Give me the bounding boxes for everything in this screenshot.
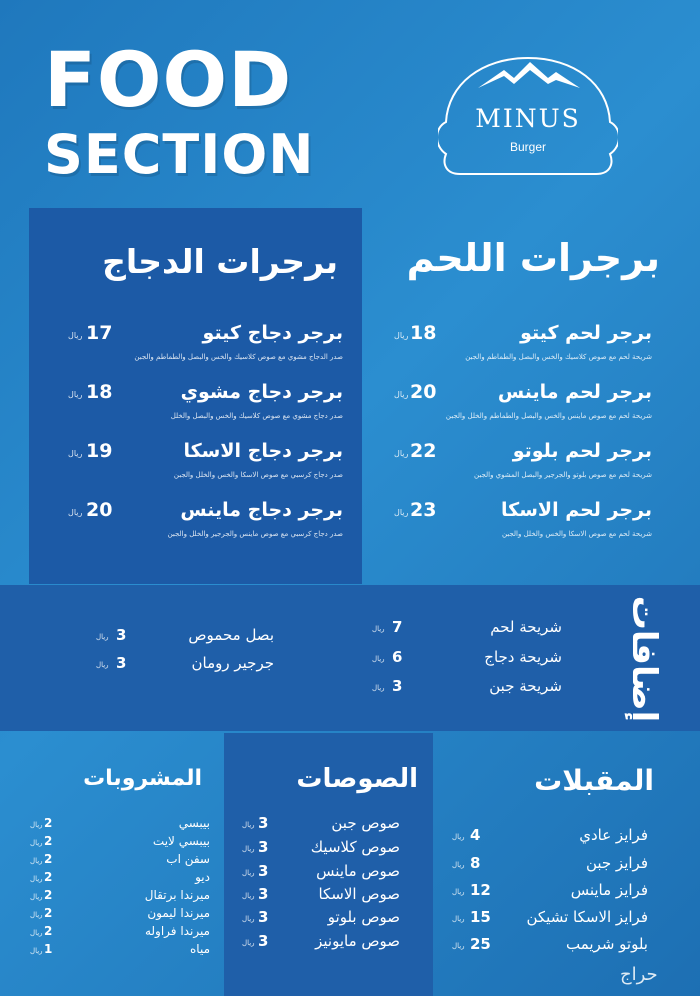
item-name: بصل محموص bbox=[188, 626, 274, 644]
extras-item bbox=[372, 646, 562, 670]
item-description: شريحة لحم مع صوص كلاسيك والخس والبصل والطماطم والجبن bbox=[465, 353, 652, 361]
item-name: صوص ماينس bbox=[316, 862, 400, 880]
item-name: شريحة جبن bbox=[489, 677, 562, 695]
item-currency: ريال bbox=[394, 508, 409, 517]
extras-item bbox=[96, 624, 274, 648]
item-price: 20 bbox=[410, 381, 437, 403]
extras-title-text: إضافات bbox=[624, 595, 665, 723]
item-price: 22 bbox=[410, 440, 437, 462]
item-name: بيبسي لايت bbox=[152, 834, 210, 848]
item-name: فرايز الاسكا تشيكن bbox=[526, 908, 648, 926]
beef-burger-item bbox=[352, 497, 652, 557]
item-name: ميرندا برتقال bbox=[144, 888, 210, 902]
item-name: صوص كلاسيك bbox=[310, 838, 400, 856]
item-currency: ريال bbox=[68, 508, 83, 517]
item-name: بلوتو شريمب bbox=[565, 935, 648, 953]
item-price: 3 bbox=[258, 838, 269, 856]
item-name: برجر لحم الاسكا bbox=[501, 499, 652, 521]
item-currency: ريال bbox=[452, 915, 465, 923]
extras-title bbox=[598, 592, 690, 726]
item-currency: ريال bbox=[242, 939, 255, 947]
item-currency: ريال bbox=[394, 390, 409, 399]
item-price: 2 bbox=[44, 816, 53, 830]
beef-burgers-title: برجرات اللحم bbox=[406, 236, 660, 280]
item-name: برجر دجاج كيتو bbox=[202, 322, 343, 344]
item-price: 25 bbox=[470, 935, 491, 953]
sauce-item bbox=[242, 860, 400, 884]
item-price: 2 bbox=[44, 906, 53, 920]
drink-item bbox=[30, 815, 210, 833]
item-price: 3 bbox=[258, 908, 269, 926]
item-name: مياه bbox=[190, 942, 210, 956]
item-currency: ريال bbox=[96, 661, 109, 669]
item-name: صوص جبن bbox=[331, 814, 400, 832]
extras-item bbox=[96, 652, 274, 676]
item-price: 3 bbox=[258, 932, 269, 950]
drink-item bbox=[30, 923, 210, 941]
beef-burger-item bbox=[352, 320, 652, 380]
drink-item bbox=[30, 905, 210, 923]
item-price: 1 bbox=[44, 942, 53, 956]
item-description: صدر دجاج كرسبي مع صوص الاسكا والخس والخلل والجبن bbox=[173, 471, 343, 479]
item-price: 3 bbox=[116, 654, 127, 672]
item-name: صوص مايونيز bbox=[315, 932, 400, 950]
item-price: 4 bbox=[470, 826, 481, 844]
item-name: برجر لحم كيتو bbox=[520, 322, 652, 344]
appetizer-item bbox=[452, 906, 648, 930]
item-name: برجر دجاج ماينس bbox=[180, 499, 343, 521]
drink-item bbox=[30, 941, 210, 959]
item-name: ميرندا فراوله bbox=[144, 924, 210, 938]
logo-subtitle: Burger bbox=[509, 140, 547, 154]
beef-burger-item bbox=[352, 379, 652, 439]
item-name: فرايز عادي bbox=[579, 826, 648, 844]
item-currency: ريال bbox=[394, 449, 409, 458]
item-name: شريحة دجاج bbox=[484, 648, 562, 666]
item-description: صدر الدجاج مشوي مع صوص كلاسيك والخس والبصل والطماطم والجبن bbox=[134, 353, 343, 361]
item-price: 20 bbox=[86, 499, 113, 521]
item-currency: ريال bbox=[30, 875, 43, 883]
item-name: فرايز جبن bbox=[585, 854, 648, 872]
item-price: 8 bbox=[470, 854, 481, 872]
chicken-burger-item bbox=[28, 379, 343, 439]
item-currency: ريال bbox=[68, 390, 83, 399]
item-name: ميرندا ليمون bbox=[147, 906, 210, 920]
item-price: 6 bbox=[392, 648, 403, 666]
item-name: برجر دجاج الاسكا bbox=[183, 440, 343, 462]
item-currency: ريال bbox=[452, 861, 465, 869]
appetizer-item bbox=[452, 824, 648, 848]
item-currency: ريال bbox=[242, 821, 255, 829]
item-currency: ريال bbox=[30, 947, 43, 955]
chicken-burgers-title: برجرات الدجاج bbox=[102, 242, 338, 281]
beef-burger-item bbox=[352, 438, 652, 498]
item-name: برجر دجاج مشوي bbox=[180, 381, 343, 403]
logo bbox=[438, 48, 618, 180]
item-price: 3 bbox=[258, 862, 269, 880]
item-name: برجر لحم ماينس bbox=[497, 381, 652, 403]
item-price: 3 bbox=[392, 677, 403, 695]
item-currency: ريال bbox=[372, 625, 385, 633]
item-currency: ريال bbox=[30, 929, 43, 937]
extras-item bbox=[372, 675, 562, 699]
item-price: 2 bbox=[44, 888, 53, 902]
item-price: 3 bbox=[258, 814, 269, 832]
watermark-logo: حراج bbox=[620, 964, 658, 985]
extras-item bbox=[372, 616, 562, 640]
item-description: صدر دجاج كرسبي مع صوص ماينس والجرجير والخلل والجبن bbox=[167, 530, 343, 538]
sauce-item bbox=[242, 883, 400, 907]
drink-item bbox=[30, 887, 210, 905]
item-price: 17 bbox=[86, 322, 113, 344]
item-price: 7 bbox=[392, 618, 403, 636]
item-description: شريحة لحم مع صوص بلوتو والجرجير والبصل المشوي والجبن bbox=[474, 471, 652, 479]
item-currency: ريال bbox=[242, 845, 255, 853]
item-currency: ريال bbox=[242, 915, 255, 923]
item-currency: ريال bbox=[30, 839, 43, 847]
item-currency: ريال bbox=[30, 893, 43, 901]
item-currency: ريال bbox=[372, 684, 385, 692]
item-currency: ريال bbox=[242, 892, 255, 900]
item-name: برجر لحم بلوتو bbox=[512, 440, 652, 462]
sauces-title: الصوصات bbox=[296, 764, 418, 794]
item-currency: ريال bbox=[30, 821, 43, 829]
item-price: 18 bbox=[410, 322, 437, 344]
item-price: 2 bbox=[44, 870, 53, 884]
item-currency: ريال bbox=[68, 449, 83, 458]
item-currency: ريال bbox=[452, 888, 465, 896]
chicken-burger-item bbox=[28, 438, 343, 498]
item-name: ديو bbox=[195, 870, 210, 884]
item-name: بيبسي bbox=[178, 816, 210, 830]
drink-item bbox=[30, 833, 210, 851]
item-name: سفن اب bbox=[166, 852, 210, 866]
item-price: 12 bbox=[470, 881, 491, 899]
item-description: شريحة لحم مع صوص ماينس والخس والبصل والطماطم والخلل والجبن bbox=[445, 412, 652, 420]
item-currency: ريال bbox=[30, 911, 43, 919]
sauce-item bbox=[242, 836, 400, 860]
item-currency: ريال bbox=[372, 655, 385, 663]
item-description: صدر دجاج مشوي مع صوص كلاسيك والخس والبصل والخلل bbox=[170, 412, 343, 420]
appetizer-item bbox=[452, 852, 648, 876]
appetizers-title: المقبلات bbox=[534, 764, 654, 797]
drinks-title: المشروبات bbox=[83, 766, 202, 791]
item-currency: ريال bbox=[68, 331, 83, 340]
item-name: جرجير رومان bbox=[191, 654, 274, 672]
item-price: 2 bbox=[44, 852, 53, 866]
item-currency: ريال bbox=[96, 633, 109, 641]
item-price: 3 bbox=[116, 626, 127, 644]
sauce-item bbox=[242, 906, 400, 930]
item-price: 15 bbox=[470, 908, 491, 926]
item-currency: ريال bbox=[452, 833, 465, 841]
title-line-1: FOOD bbox=[44, 35, 293, 124]
item-name: صوص بلوتو bbox=[327, 908, 400, 926]
item-currency: ريال bbox=[452, 942, 465, 950]
appetizer-item bbox=[452, 879, 648, 903]
logo-name: MINUS bbox=[475, 104, 581, 133]
item-price: 2 bbox=[44, 924, 53, 938]
item-price: 3 bbox=[258, 885, 269, 903]
item-currency: ريال bbox=[394, 331, 409, 340]
appetizer-item bbox=[452, 933, 648, 957]
item-name: فرايز ماينس bbox=[570, 881, 648, 899]
item-price: 2 bbox=[44, 834, 53, 848]
item-price: 23 bbox=[410, 499, 437, 521]
chicken-burger-item bbox=[28, 497, 343, 557]
chicken-burger-item bbox=[28, 320, 343, 380]
item-name: شريحة لحم bbox=[490, 618, 562, 636]
item-price: 19 bbox=[86, 440, 113, 462]
sauce-item bbox=[242, 812, 400, 836]
drink-item bbox=[30, 869, 210, 887]
item-name: صوص الاسكا bbox=[318, 885, 400, 903]
item-description: شريحة لحم مع صوص الاسكا والخس والخلل والجبن bbox=[501, 530, 652, 538]
drink-item bbox=[30, 851, 210, 869]
title-line-2: SECTION bbox=[44, 123, 315, 186]
item-price: 18 bbox=[86, 381, 113, 403]
sauce-item bbox=[242, 930, 400, 954]
mountain-icon bbox=[478, 62, 580, 88]
item-currency: ريال bbox=[242, 869, 255, 877]
item-currency: ريال bbox=[30, 857, 43, 865]
